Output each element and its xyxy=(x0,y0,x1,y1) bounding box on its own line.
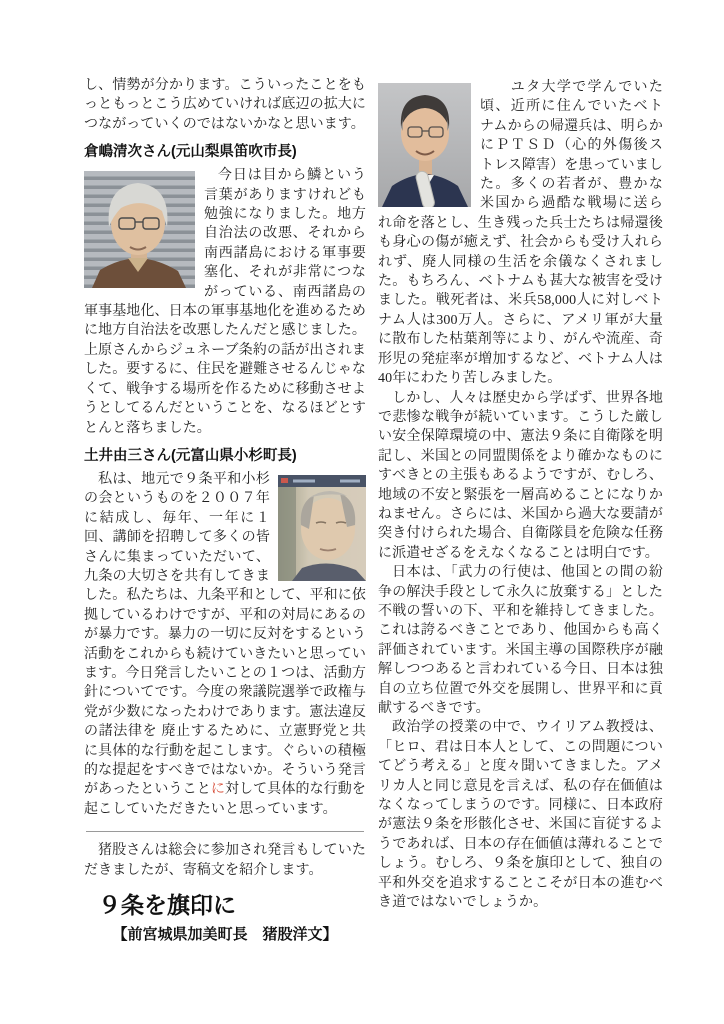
inomata-essay-start xyxy=(378,78,663,389)
section-divider xyxy=(86,831,364,832)
kurashima-portrait-photo xyxy=(84,171,195,288)
doi-text-before: 私は、地元で９条平和小杉の会というものを２００７年に結成し、毎年、一年に１回、講師を招聘して多くの皆さんに集まっていただいて、九条の大切さを共有してきました。私たちは、九条平和として、平和に依拠しているわけですが、平和の対局にあるのが暴力です。暴力の一切に反対をするという活動をこれからも続けていきたいと思っています。今日発言したいことの１つは、活動方針についてです。今度の衆議院選挙で政権与党が少数になったわけであります。憲法違反の諸法律を 廃止するために、立憲野党と共に具体的な行動を起こします。ぐらいの積極的な提起をすべきではないか。そういう発言があったということ xyxy=(84,471,366,798)
essay-paragraph-1: ユタ大学で学んでいた頃、近所に住んでいたベトナムからの帰還兵は、明らかにＰＴＳＤ（心的外傷後ストレス障害）を患っていました。多くの若者が、豊かな米国から過酷な戦場に送られ命を落とし、生き残った兵士たちは帰還後も身心の傷が癒えず、社会からも受け入れられず、廃人同様の生活を余儀なくされました。もちろん、ベトナムも甚大な被害を受けました。戦死者は、米兵58,000人に対しベトナム人は300万人。さらに、アメリ軍が大量に散布した枯葉剤等により、がんや流産、奇形児の発症率が増加するなど、ベトナム人は40年にわたり苦しみました。 xyxy=(378,80,663,387)
essay-paragraph-3: 日本は、「武力の行使は、他国との間の紛争の解決手段として永久に放棄する」とした不戦の誓いの下、平和を維持してきました。これは誇るべきことであり、他国からも高く評価されています。米国主導の国際秩序が融解しつつあると言われている今日、日本は独自の立ち位置で外交を展開し、世界平和に貢献するべきです。 xyxy=(378,565,663,716)
essay-paragraph-4: 政治学の授業の中で、ウイリアム教授は、「ヒロ、君は日本人として、この問題についてどう考える」と度々聞いてきました。アメリカ人と同じ意見を言えば、私の存在価値はなくなってしまうのです。同様に、日本政府が憲法９条を形骸化させ、米国に盲従するようであれば、日本の存在価値は薄れることでしょう。むしろ、９条を旗印として、独自の平和外交を追求することこそが日本の進むべき道ではないでしょうか。 xyxy=(378,720,663,911)
inomata-note-paragraph: 猪股さんは総会に参加され発言もしていただきましたが、寄稿文を紹介します。 xyxy=(84,843,366,878)
doi-red-character: に xyxy=(210,782,225,798)
intro-paragraph: し、情勢が分かります。こういったことをもっともっとこう広めていければ底辺の拡大につながっていくのではないかなと思います。 xyxy=(84,78,366,132)
contribution-headline: ９条を旗印に xyxy=(98,892,236,919)
contribution-byline: 【前宮城県加美町長 猪股洋文】 xyxy=(112,926,338,944)
speaker-heading-kurashima: 倉嶋清次さん(元山梨県笛吹市長) xyxy=(84,144,297,161)
inomata-portrait-photo xyxy=(378,83,471,207)
kurashima-paragraph: 今日は目から鱗という言葉がありますけれども勉強になりました。地方自治法の改悪、それから南西諸島における軍事要塞化、それが非常につながっている、南西諸島の軍事基地化、日本の軍事基地化を進めるために地方自治法を改悪したんだと感じました。上原さんからジュネーブ条約の話が出されました。要するに、住民を避難させるんじゃなくて、戦争する場所を作るために移動させようとしてるんだということを、なるほどとすとんと落ちました。 xyxy=(84,168,366,436)
speaker-heading-doi: 土井由三さん(元富山県小杉町長) xyxy=(84,447,297,464)
kurashima-section xyxy=(84,166,366,438)
doi-text-after: 対して具体的な行動を起こしていただきたいと思っています。 xyxy=(84,782,366,817)
left-column xyxy=(84,76,366,944)
doi-section xyxy=(84,470,366,819)
right-column xyxy=(378,78,663,912)
doi-portrait-photo xyxy=(278,475,366,581)
essay-paragraph-2: しかし、人々は歴史から学ばず、世界各地で悲惨な戦争が続いています。こうした厳しい安全保障環境の中、憲法９条に自衛隊を明記し、米国との同盟関係をより確かなものにすべきとの主張もあるようですが、むしろ、地域の不安と緊張を一層高めることになりかねません。さらには、米国から過大な要請が突き付けられた場合、自衛隊員を危険な任務に派遣せざるをえなくなることは明白です。 xyxy=(378,390,663,561)
